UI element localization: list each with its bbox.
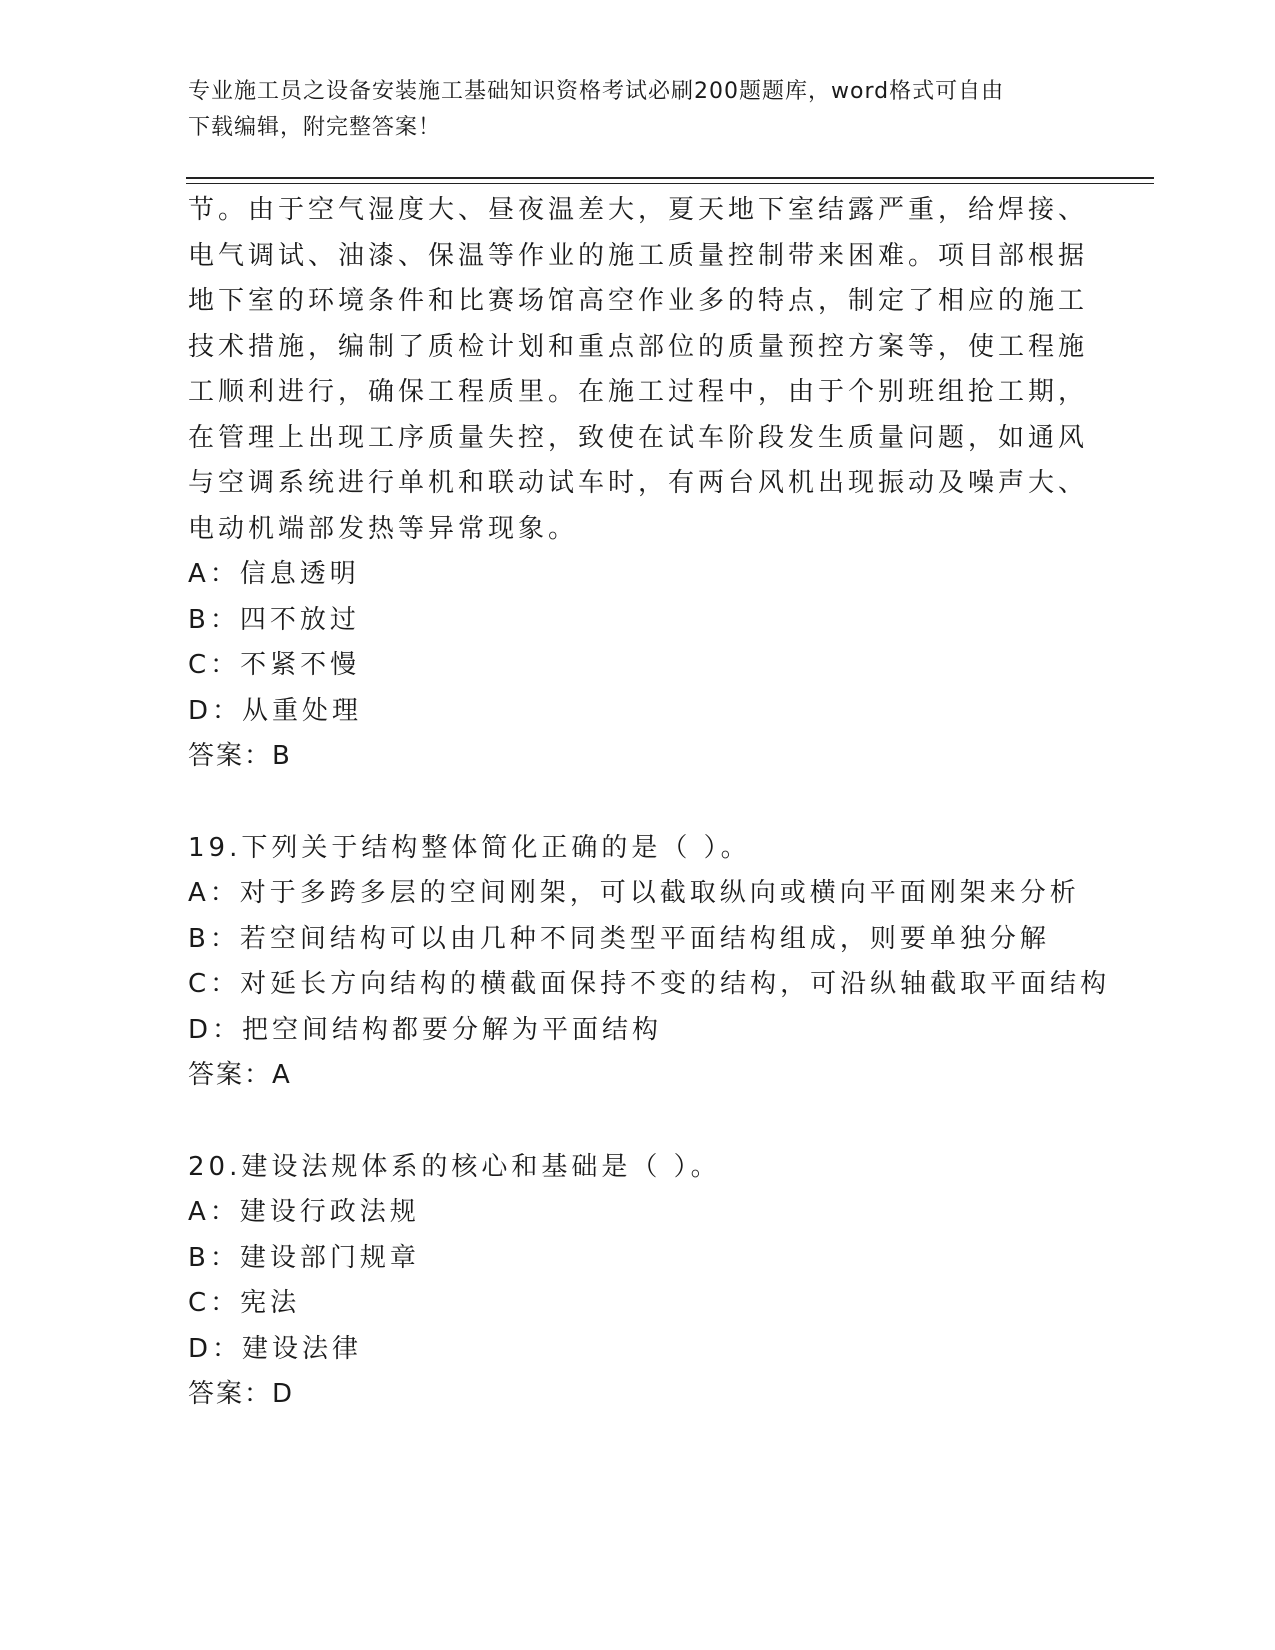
question-20-block (188, 1145, 1088, 1418)
page-header (188, 74, 1068, 146)
header-line-1: 专业施工员之设备安装施工基础知识资格考试必刷200题题库，word格式可自由 (188, 79, 1005, 104)
question-18-answer: 答案：B (188, 741, 292, 771)
header-divider-thick (186, 177, 1154, 179)
question-19-block (188, 826, 1111, 1099)
question-20-option-a: A：建设行政法规 (188, 1197, 420, 1227)
question-18-option-c: C：不紧不慢 (188, 650, 361, 680)
question-20-title: 20.建设法规体系的核心和基础是（ ）。 (188, 1151, 721, 1182)
question-20-option-d: D：建设法律 (188, 1333, 363, 1364)
question-20-option-c: C：宪法 (188, 1288, 301, 1318)
question-18-text-line: 地下室的环境条件和比赛场馆高空作业多的特点，制定了相应的施工 (188, 286, 1089, 316)
question-18-text-line: 技术措施，编制了质检计划和重点部位的质量预控方案等，使工程施 (188, 331, 1089, 362)
question-18-text-line: 节。由于空气湿度大、昼夜温差大，夏天地下室结露严重，给焊接、 (188, 195, 1089, 225)
question-spacer (188, 1099, 1088, 1145)
question-spacer (188, 780, 1088, 826)
question-18-block (188, 188, 1088, 780)
question-18-text-line: 电气调试、油漆、保温等作业的施工质量控制带来困难。项目部根据 (188, 240, 1089, 271)
question-20-answer: 答案：D (188, 1379, 295, 1409)
question-19-option-c: C：对延长方向结构的横截面保持不变的结构，可沿纵轴截取平面结构 (188, 969, 1111, 999)
question-19-option-a: A：对于多跨多层的空间刚架，可以截取纵向或横向平面刚架来分析 (188, 878, 1080, 908)
document-body (188, 188, 1111, 1418)
question-18-text-line: 工顺利进行，确保工程质里。在施工过程中，由于个别班组抢工期， (188, 377, 1089, 407)
question-18-option-d: D：从重处理 (188, 695, 363, 726)
question-18-text-line: 在管理上出现工序质量失控，致使在试车阶段发生质量问题，如通风 (188, 422, 1089, 453)
header-line-2: 下载编辑，附完整答案！ (188, 115, 442, 140)
header-divider-thin (186, 183, 1154, 184)
question-18-option-b: B：四不放过 (188, 604, 360, 635)
question-19-option-d: D：把空间结构都要分解为平面结构 (188, 1014, 663, 1045)
question-18-text-line: 与空调系统进行单机和联动试车时，有两台风机出现振动及噪声大、 (188, 468, 1089, 498)
question-18-text-line: 电动机端部发热等异常现象。 (188, 513, 579, 544)
question-19-option-b: B：若空间结构可以由几种不同类型平面结构组成，则要单独分解 (188, 923, 1050, 954)
question-19-answer: 答案：A (188, 1060, 292, 1090)
question-18-option-a: A：信息透明 (188, 559, 360, 589)
question-19-title: 19.下列关于结构整体简化正确的是（ ）。 (188, 832, 751, 863)
question-20-option-b: B：建设部门规章 (188, 1242, 420, 1273)
